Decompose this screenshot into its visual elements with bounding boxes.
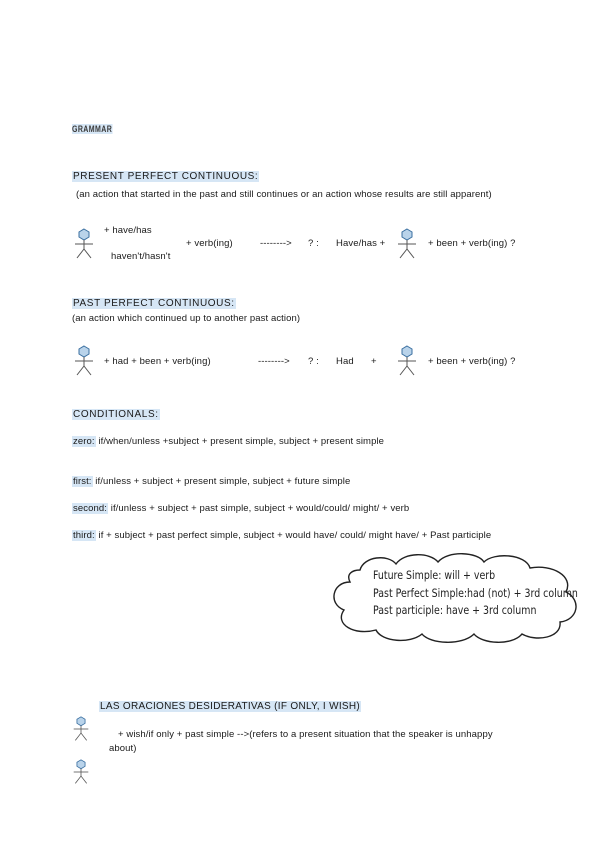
cloud-line-3: Past participle: have + 3rd column <box>373 603 537 617</box>
present-perfect-heading: PRESENT PERFECT CONTINUOUS: <box>73 171 259 182</box>
cloud-line-2: Past Perfect Simple:had (not) + 3rd column <box>373 586 578 600</box>
present-perfect-description: (an action that started in the past and still continues or an action whose results are still apparent) <box>76 189 492 200</box>
desiderativas-heading: LAS ORACIONES DESIDERATIVAS (IF ONLY, I WISH) <box>100 701 361 712</box>
subject-figure-icon <box>397 228 417 260</box>
page-title: GRAMMAR <box>72 124 113 134</box>
past-perfect-arrow: --------> <box>258 356 290 367</box>
conditional-label: zero: <box>73 436 95 447</box>
present-perfect-affirmative: + have/has <box>104 225 152 236</box>
conditional-rule: if/when/unless +subject + present simple, subject + present simple <box>98 436 385 447</box>
conditional-label: first: <box>73 476 92 487</box>
present-perfect-auxiliary: Have/has + <box>336 238 386 249</box>
past-perfect-question: ? : <box>308 356 319 367</box>
present-perfect-verb: + verb(ing) <box>186 238 233 249</box>
conditionals-heading: CONDITIONALS: <box>73 409 159 420</box>
cloud-line-1: Future Simple: will + verb <box>373 568 496 582</box>
past-perfect-plus: + <box>371 356 377 367</box>
subject-figure-icon <box>74 228 94 260</box>
past-perfect-had: Had <box>336 356 354 367</box>
conditional-label: second: <box>73 503 107 514</box>
conditional-zero <box>72 436 384 447</box>
conditional-rule: if/unless + subject + past simple, subject + would/could/ might/ + verb <box>110 503 410 514</box>
past-perfect-description: (an action which continued up to another past action) <box>72 313 301 324</box>
subject-figure-icon <box>72 716 90 742</box>
conditional-second <box>72 503 409 514</box>
present-perfect-negative: haven't/hasn't <box>111 251 171 262</box>
conditional-rule: if + subject + past perfect simple, subject + would have/ could/ might have/ + Past participle <box>98 530 492 541</box>
subject-figure-icon <box>72 759 90 785</box>
past-perfect-heading: PAST PERFECT CONTINUOUS: <box>73 298 235 309</box>
present-perfect-question: ? : <box>308 238 319 249</box>
conditional-third <box>72 530 491 541</box>
subject-figure-icon <box>397 345 417 377</box>
past-perfect-been: + been + verb(ing) ? <box>428 356 516 367</box>
desiderativas-rule: + wish/if only + past simple -->(refers to a present situation that the speaker is unhappy <box>118 729 493 740</box>
conditional-rule: if/unless + subject + present simple, subject + future simple <box>95 476 351 487</box>
conditional-label: third: <box>73 530 95 541</box>
present-perfect-arrow: --------> <box>260 238 292 249</box>
past-perfect-had-been: + had + been + verb(ing) <box>104 356 211 367</box>
subject-figure-icon <box>74 345 94 377</box>
desiderativas-rule-cont: about) <box>109 743 137 754</box>
present-perfect-been: + been + verb(ing) ? <box>428 238 516 249</box>
conditional-first <box>72 476 350 487</box>
